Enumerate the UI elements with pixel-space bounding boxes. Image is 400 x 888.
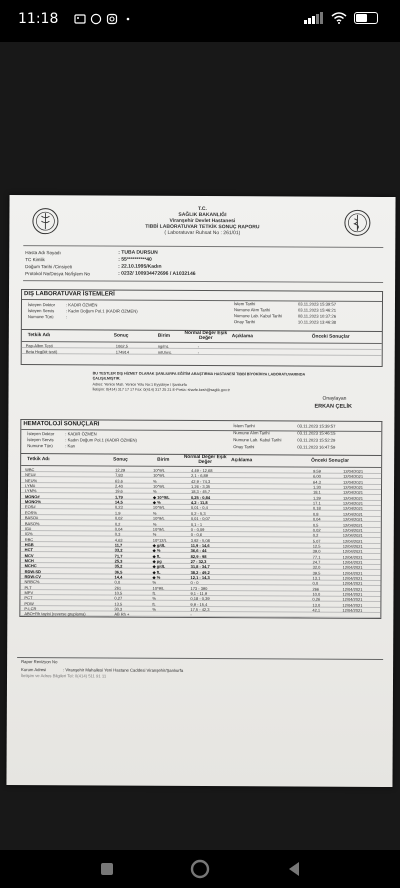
hem-row-ref: 0 - 0 <box>190 580 199 586</box>
instagram-icon <box>106 13 118 25</box>
hem-row-ref: 18,3 - 45,7 <box>190 489 211 495</box>
hem-row-date: 12/04/2021 <box>342 570 363 576</box>
hem-row-result: 0,27 <box>114 595 123 601</box>
hem-row-prev: 0,02 <box>312 527 321 533</box>
hem-row-ref: 1,26 - 3,35 <box>191 483 211 490</box>
hem-row-ref: 4,2 - 11,8 <box>190 500 208 506</box>
hem-row-ref: - <box>190 612 192 618</box>
hem-row-result: 0,2 <box>114 521 121 527</box>
hem-row-result: 30,3 <box>114 606 123 612</box>
hem-row-result: 0,23 <box>114 504 123 511</box>
hem-row-name: LYM% <box>24 488 37 494</box>
hem-row-unit: fL <box>152 590 156 596</box>
hem-row-ref: 9,1 - 11,9 <box>190 590 208 597</box>
hem-row-unit: % <box>152 531 157 537</box>
recent-apps-icon[interactable] <box>96 858 118 880</box>
hem-row-name: MCHC <box>24 563 37 569</box>
hem-row-prev: 77,1 <box>312 554 321 560</box>
hem-row-unit: ◆ % <box>152 499 161 505</box>
ext-address: Adres: Yenice Mah. Yenice Yolu No:1 Eyyübiye / Şanlıurfa <box>92 382 187 387</box>
wifi-icon <box>331 12 347 24</box>
hem-row-name: PCT <box>24 595 33 601</box>
hem-row-date: 12/04/2021 <box>342 538 363 544</box>
ext-row-ref: - <box>197 349 200 355</box>
hem-row-prev: 12,5 <box>312 543 321 549</box>
hem-row-name: MPV <box>24 590 34 596</box>
hem-row-date: 12/04/2021 <box>342 527 363 533</box>
hem-take-label: Numune Alım Tarihi <box>233 430 270 436</box>
ext-row-result: 1062,5 <box>115 343 129 349</box>
hem-row-name: EOS# <box>24 504 36 510</box>
hem-row-date: 12/04/2021 <box>342 586 363 592</box>
hem-approve: 03.11.2023 16:47:59 <box>297 444 336 450</box>
hem-row-prev: 32,0 <box>312 564 321 570</box>
hem-row-prev: 39,5 <box>312 570 321 576</box>
dob-value: : 22.10.1995/Kadın <box>118 263 162 270</box>
hem-row-unit: 10^9/L <box>152 585 165 591</box>
signal-icon <box>304 12 324 24</box>
hem-row-prev: 0,26 <box>312 596 321 603</box>
hem-row-name: BASO% <box>24 520 40 526</box>
hem-row-name: WBC <box>25 467 35 473</box>
hem-row-ref: 4,49 - 12,68 <box>191 467 213 474</box>
system-icons <box>304 12 378 24</box>
hem-row-date: 12/04/2021 <box>342 532 363 539</box>
hem-sample-label: Numune Türü <box>27 443 53 449</box>
external-lab-table <box>21 329 383 367</box>
hem-row-date: 12/04/2021 <box>342 516 363 522</box>
hem-row-date: 12/04/2021 <box>342 522 363 528</box>
ext-note-line1: BU TESTLER DIŞ HİZMET OLARAK ŞANLIURFA EĞİTİM ARAŞTIRMA HASTANESİ TIBBİ BİYOKİMYA LABORATUVARINDA <box>92 371 306 377</box>
hem-row-unit: % <box>152 510 157 516</box>
patient-name-label: Hasta Adı Soyadı <box>25 250 61 256</box>
hem-row-name: RBC <box>24 536 34 542</box>
hem-row-name: RDW-CV <box>24 574 41 580</box>
hem-row-unit: ◆ % <box>152 574 161 580</box>
hem-row-unit: % <box>152 580 157 586</box>
hem-row-unit: % <box>152 606 156 612</box>
home-icon[interactable] <box>189 858 211 880</box>
dob-label: Doğum Tarihi /Cinsiyeti <box>25 264 73 270</box>
hem-row-result: 25,3 <box>114 558 123 564</box>
hem-row-date: 12/04/2021 <box>342 511 363 517</box>
ext-row-result: 174914 <box>115 349 130 355</box>
ext-req: 03.11.2023 15:39:57 <box>297 301 337 307</box>
hem-row-ref: 11,9 - 14,6 <box>190 542 210 548</box>
hem-row-prev: 13,0 <box>312 602 321 608</box>
hem-row-date: 12/04/2021 <box>342 602 363 608</box>
hem-row-unit: ◆ 10^9/L <box>152 494 170 500</box>
hem-row-unit: 10^9/L <box>153 483 165 489</box>
hem-row-ref: 0,18 - 0,39 <box>190 596 210 602</box>
hem-row-result: 7,83 <box>115 472 123 478</box>
hem-row-result: 13,5 <box>114 601 123 607</box>
hem-row-ref: 17,5 - 42,3 <box>190 607 210 613</box>
hem-row-ref: 9,9 - 15,4 <box>190 601 208 607</box>
ministry-name: SAĞLIK BAKANLIĞI <box>178 211 227 219</box>
ext-phone: İletişim: 0(414) 317 17 17 Fax: 0(414) 317 25 21 E-Posta: sharfe.kesh@saglik.gov.tr <box>92 387 230 393</box>
hem-row-ref: 2,1 - 6,89 <box>191 473 208 479</box>
hem-row-date: 12/04/2021 <box>342 559 363 565</box>
protocol-label: Protokol No/Dosya No/İşlem No <box>25 271 91 277</box>
hem-row-date: 12/04/2021 <box>342 495 364 501</box>
hem-req-label: İstem Tarihi <box>233 423 255 429</box>
hematology-header <box>20 419 382 455</box>
hem-row-unit: fL <box>152 601 156 607</box>
hem-row-date: 12/04/2021 <box>343 468 364 474</box>
ext-doctor-label: İsteyen Doktor <box>27 302 55 308</box>
hem-doctor-label: İsteyen Doktor <box>27 431 55 437</box>
hem-accept-label: Numune Lab. Kabul Tarihi <box>233 437 282 443</box>
hem-row-unit: 10^9/L <box>152 526 165 532</box>
hem-row-result: 36,5 <box>114 569 123 575</box>
hem-row-ref: 27 - 32,3 <box>190 558 207 564</box>
hem-row-result: 2,40 <box>115 483 123 489</box>
approver-name: ERKAN ÇELİK <box>314 403 353 410</box>
hem-col-unit: Birim <box>157 457 170 463</box>
patient-name: : TUBA DURSUN <box>118 249 158 256</box>
hem-doctor: : KADIR ÖZMEN <box>65 431 97 437</box>
hem-row-name: MONO# <box>24 493 40 499</box>
ext-doctor: : KADIR ÖZMEN <box>65 302 98 308</box>
ext-approve-label: Onay Tarihi <box>233 319 256 325</box>
hem-row-name: HCT <box>24 547 33 553</box>
ext-take-label: Numune Alım Tarihi <box>233 307 271 313</box>
report-subtitle: ( Laboratuvar Ruhsat No : 261/01) <box>164 229 241 237</box>
hem-row-prev: 42,1 <box>312 607 321 613</box>
hem-row-result: 11,7 <box>114 542 123 548</box>
notification-icons <box>74 13 134 25</box>
hem-service: : Kadın Doğum Pol.1 (KADIR ÖZMEN) <box>65 437 137 443</box>
hem-row-result: 1,79 <box>114 494 123 500</box>
ext-sample-label: Numune Türü <box>27 314 54 320</box>
hem-row-result: 0,02 <box>114 515 123 521</box>
hem-col-result: Sonuç <box>113 457 128 463</box>
hem-row-prev: 6,00 <box>313 473 321 479</box>
hem-row-date: 12/04/2021 <box>342 548 363 555</box>
hem-row-unit: 10^12/L <box>152 537 167 543</box>
hem-row-result: AB Rh + <box>114 611 130 618</box>
hem-row-prev: 39,0 <box>312 548 321 554</box>
ext-col-ref: Normal Değer Eşik Değer <box>184 330 228 342</box>
hem-row-date: 12/04/2021 <box>342 506 363 512</box>
hem-row-result: 12,29 <box>115 467 126 473</box>
ext-accept: 08.11.2023 10:37:26 <box>297 313 337 319</box>
ext-row-name: Pap-Albm Testi <box>25 343 53 349</box>
tc-value: : 55**********40 <box>118 256 152 263</box>
hem-row-result: 0,3 <box>114 531 121 537</box>
footer-revision: Rapor Revizyon No <box>21 659 58 665</box>
hem-row-unit: ◆ fL <box>152 553 161 559</box>
ext-service-label: İsteyen Servis <box>27 308 55 314</box>
ext-col-name: Tetkik Adı <box>27 333 51 339</box>
hem-row-name: MONO% <box>24 499 41 505</box>
footer-address-label: Kurum Adresi <box>21 667 47 673</box>
hem-row-date: 12/04/2021 <box>343 479 364 485</box>
hem-row-result: 71,7 <box>114 553 123 559</box>
ext-row-unit: ng/mL <box>157 343 169 349</box>
hem-row-prev: 9,59 <box>313 468 321 474</box>
lab-report-paper <box>6 195 395 787</box>
hem-row-result: 19,6 <box>114 488 123 494</box>
hem-req: 03.11.2023 15:39:57 <box>297 423 336 429</box>
hem-row-unit: ◆ % <box>152 547 161 554</box>
hem-row-name: IG% <box>24 531 33 537</box>
hem-row-prev: 0,0 <box>312 580 319 586</box>
ext-approve: 10.11.2023 13:46:38 <box>297 319 337 325</box>
hem-row-name: PLT <box>24 584 32 590</box>
hem-col-ref: Normal Değer Eşik Değer <box>183 454 227 466</box>
back-icon[interactable] <box>283 858 305 880</box>
hem-row-unit: % <box>152 521 157 527</box>
hem-row-ref: 173 - 390 <box>190 585 208 591</box>
hem-row-ref: 0,01 - 0,07 <box>190 516 210 522</box>
gallery-icon <box>74 13 86 25</box>
hem-row-name: EOS% <box>24 509 37 515</box>
hem-row-ref: 0 - 0,09 <box>190 526 205 532</box>
hem-row-ref: 38,2 - 49,2 <box>190 569 210 575</box>
hem-col-name: Tetkik Adı <box>27 457 50 463</box>
hem-row-unit: ◆ fL <box>152 569 161 575</box>
ext-row-unit: mIU/mL <box>157 349 172 355</box>
hem-row-result: 10,5 <box>114 590 123 596</box>
hem-row-prev: 1,39 <box>312 495 321 501</box>
hem-row-date: 12/04/2021 <box>342 490 364 496</box>
ministry-tc: T.C. <box>198 205 207 213</box>
hem-row-name: RDW-SD <box>24 568 41 574</box>
hem-col-note: Açıklama <box>231 458 253 464</box>
photo-viewer[interactable] <box>0 42 400 850</box>
hem-row-name: IG# <box>24 525 32 531</box>
hem-row-result: 261 <box>114 585 122 591</box>
hem-take: 03.11.2023 15:46:15 <box>297 430 336 436</box>
external-lab-title: DIŞ LABORATUVAR İSTEMLERİ <box>24 291 115 298</box>
ext-col-prev: Önceki Sonuçlar <box>311 334 350 340</box>
ext-col-unit: Birim <box>157 333 171 339</box>
hem-row-prev: 24,7 <box>312 559 321 565</box>
hem-row-name: PDW <box>24 600 34 606</box>
hem-row-unit: % <box>152 596 157 602</box>
patient-info <box>23 245 383 283</box>
hem-row-name: HGB <box>24 541 34 548</box>
hem-row-ref: 42,9 - 74,3 <box>191 478 211 484</box>
approver-label: Onaylayan <box>322 395 347 402</box>
hospital-name: Viranşehir Devlet Hastanesi <box>169 217 236 225</box>
hem-row-result: 4,63 <box>114 537 123 543</box>
ext-sample: : <box>65 314 68 320</box>
hem-row-prev: 0,5 <box>312 522 319 528</box>
hem-row-name: NRBC% <box>24 579 40 585</box>
hem-row-result: 0,0 <box>114 579 121 585</box>
status-bar <box>0 0 400 42</box>
hem-row-ref: 0,01 - 0,4 <box>190 505 208 511</box>
hem-row-unit: 10^9/L <box>153 467 166 473</box>
hem-row-name: BASO# <box>24 515 39 521</box>
hem-row-prev: 0,2 <box>312 532 319 538</box>
hem-row-ref: 0,1 - 1 <box>190 521 203 527</box>
hem-row-name: LYM# <box>25 483 36 489</box>
hem-row-prev: 0,04 <box>312 516 321 522</box>
hem-row-unit: ◆ g/dL <box>152 542 166 548</box>
hem-row-name: MCV <box>24 552 34 558</box>
ext-accept-label: Numune Lab. Kabul Tarihi <box>233 313 283 319</box>
protocol-value: : 0232/ 100934472696 / A1032146 <box>118 270 196 277</box>
hem-row-ref: 0,2 - 5,3 <box>190 510 206 516</box>
hem-row-result: 35,2 <box>114 563 123 569</box>
hem-approve-label: Onay Tarihi <box>233 444 255 450</box>
hematology-table <box>19 453 382 619</box>
hem-row-result: 33,2 <box>114 547 123 553</box>
hem-row-prev: 0,18 <box>312 506 321 512</box>
hem-service-label: İsteyen Servis <box>27 437 54 443</box>
hem-row-date: 12/04/2021 <box>343 484 364 490</box>
hem-row-prev: 10,0 <box>312 591 321 597</box>
hem-row-date: 12/04/2021 <box>342 500 363 506</box>
battery-level: 55 <box>361 13 371 22</box>
hem-row-prev: 18,1 <box>312 489 321 496</box>
hem-row-date: 12/04/2021 <box>342 607 363 613</box>
hem-row-name: NEU% <box>25 477 38 483</box>
hem-row-result: 63,6 <box>115 478 123 484</box>
footer-address: : Viranşehir Mahallesi Yeni Hastane Caddesi Viranşehir/Şanlıurfa <box>63 667 184 673</box>
hem-row-date: 12/04/2021 <box>342 554 363 560</box>
table-row <box>20 611 380 618</box>
hem-col-prev: Önceki Sonuçlar <box>311 458 350 464</box>
hem-row-prev: 1,30 <box>313 484 321 490</box>
hem-row-date: 12/04/2021 <box>342 581 363 587</box>
hem-row-date: 12/04/2021 <box>342 565 363 571</box>
hem-row-ref: 0 - 0,6 <box>190 532 203 538</box>
hem-row-result: 14,4 <box>114 574 123 580</box>
hem-row-result: 0,04 <box>114 526 123 532</box>
hem-row-ref: 82,9 - 98 <box>190 553 207 559</box>
hem-row-name: MCH <box>24 558 34 564</box>
hem-row-unit: ◆ g/dL <box>152 564 166 570</box>
report-title: TIBBİ LABORATUVAR TETKİK SONUÇ RAPORU <box>145 223 260 231</box>
whatsapp-icon <box>90 13 102 25</box>
hem-row-prev: 266 <box>312 586 320 592</box>
hem-row-date: 12/04/2021 <box>342 591 363 597</box>
hem-row-date: 12/04/2021 <box>342 597 363 603</box>
ext-col-note: Açıklama <box>231 334 253 340</box>
hem-row-unit: 10^9/L <box>153 473 165 479</box>
hem-row-unit: % <box>152 489 157 495</box>
more-dots-icon <box>122 13 134 25</box>
ext-req-label: İstem Tarihi <box>233 301 256 307</box>
ext-row-ref: - <box>197 343 200 349</box>
hem-row-ref: 36,6 - 44 <box>190 548 207 554</box>
table-row <box>22 349 382 356</box>
ext-row-name: Beta Hcg(kit testi) <box>25 349 58 355</box>
hem-row-name: ABO+Rh tayini (reverse gruplama) <box>24 611 86 617</box>
hem-row-ref: 12,1 - 14,3 <box>190 574 210 581</box>
ext-service: : Kadın Doğum Pol.1 (KADIR ÖZMEN) <box>65 308 138 314</box>
hem-row-unit: 10^9/L <box>152 515 165 521</box>
navigation-bar <box>0 850 400 888</box>
hem-row-prev: 5,07 <box>312 538 321 544</box>
hem-row-result: 1,9 <box>114 510 121 516</box>
hem-accept: 03.11.2023 15:52:29 <box>297 437 336 443</box>
footer-contact: İletişim ve Adres Bilgileri Tel: 0(414) 511 91 11 <box>21 673 107 679</box>
ext-col-result: Sonuç <box>113 333 129 339</box>
hem-row-ref: 0,25 - 0,84 <box>190 494 211 500</box>
hem-row-result: 14,5 <box>114 499 123 505</box>
hem-row-prev: 17,1 <box>312 500 321 506</box>
hem-row-name: P-LCR <box>24 606 37 612</box>
ext-note-line2: ÇALIŞILMIŞTIR. <box>92 376 121 381</box>
status-time: 11:18 <box>18 11 59 27</box>
hem-row-prev: 0,8 <box>312 511 319 517</box>
hem-row-ref: 31,8 - 34,7 <box>190 564 210 570</box>
hem-row-prev: 13,1 <box>312 575 321 581</box>
hem-row-date: 12/04/2021 <box>343 474 364 480</box>
hem-row-ref: 3,92 - 5,08 <box>190 537 210 543</box>
hem-row-unit: ◆ pg <box>152 558 162 564</box>
hem-row-date: 12/04/2021 <box>342 575 363 581</box>
hem-row-date: 12/04/2021 <box>342 543 363 549</box>
hem-row-prev: 64,3 <box>313 479 321 485</box>
hem-row-unit: 10^9/L <box>152 505 165 511</box>
hematology-title: HEMATOLOJİ SONUÇLARI <box>23 421 100 428</box>
ext-take: 03.11.2023 15:46:21 <box>297 307 337 313</box>
tc-label: TC Kimlik <box>25 257 45 263</box>
battery-icon <box>354 12 378 24</box>
hem-sample: : Kan <box>65 443 76 449</box>
hem-row-unit: % <box>153 478 157 484</box>
hem-row-name: NEU# <box>25 472 36 478</box>
external-lab-header <box>21 289 383 331</box>
